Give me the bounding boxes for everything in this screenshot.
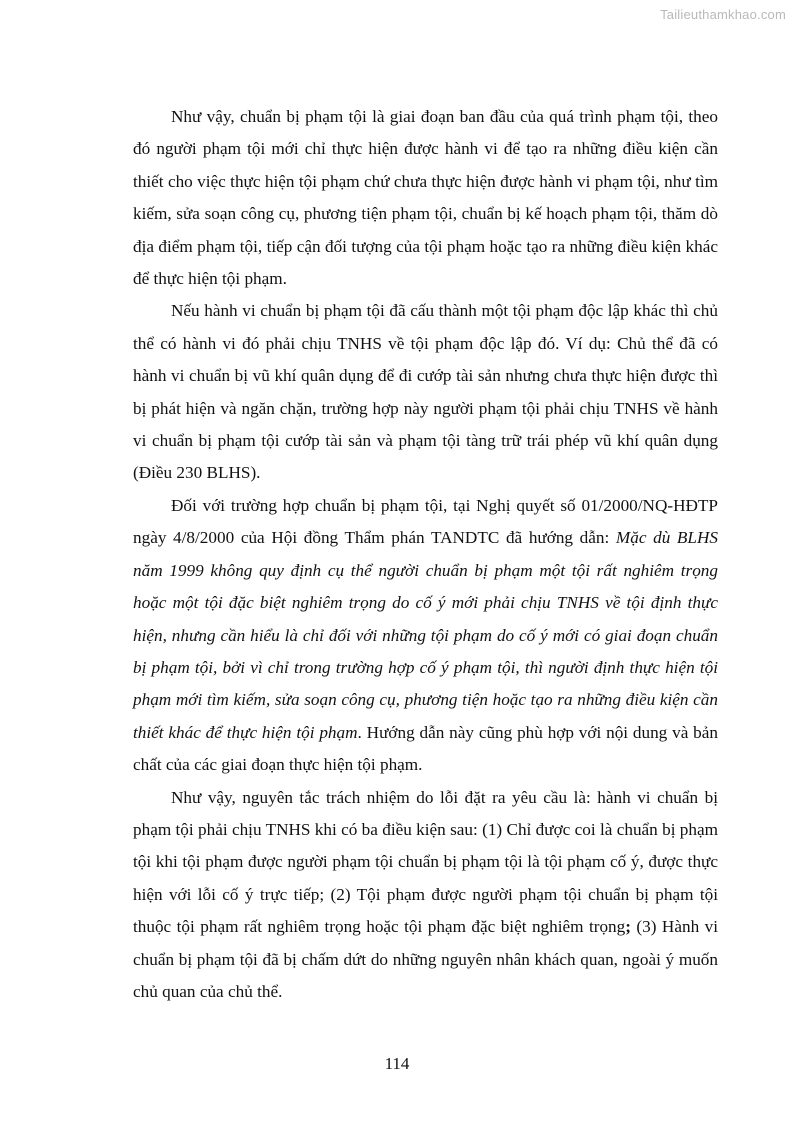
paragraph-4-tail: (3) Hành vi chuẩn bị phạm tội đã bị chấm dứt do những nguyên nhân khách quan, ngoài ý muốn chủ quan của chủ thể. <box>133 917 718 1001</box>
paragraph-4 <box>133 782 718 1009</box>
watermark: Tailieuthamkhao.com <box>660 7 786 22</box>
paragraph-2 <box>133 295 718 489</box>
paragraph-4-separator: ; <box>625 917 631 937</box>
paragraph-2-text: Nếu hành vi chuẩn bị phạm tội đã cấu thành một tội phạm độc lập khác thì chủ thể có hành vi đó phải chịu TNHS về tội phạm độc lập đó. Ví dụ: Chủ thể đã có hành vi chuẩn bị vũ khí quân dụng để đi cướp tài sản nhưng chưa thực hiện được thì bị phát hiện và ngăn chặn, trường hợp này người phạm tội phải chịu TNHS về hành vi chuẩn bị phạm tội cướp tài sản và phạm tội tàng trữ trái phép vũ khí quân dụng (Điều 230 BLHS). <box>133 301 718 483</box>
document-body <box>133 101 718 1008</box>
paragraph-3-quote: Mặc dù BLHS năm 1999 không quy định cụ thể người chuẩn bị phạm một tội rất nghiêm trọng hoặc một tội đặc biệt nghiêm trọng do cố ý mới phải chịu TNHS về tội định thực hiện, nhưng cần hiểu là chỉ đối với những tội phạm do cố ý mới có giai đoạn chuẩn bị phạm tội, bởi vì chỉ trong trường hợp cố ý phạm tội, thì người định thực hiện tội phạm mới tìm kiếm, sửa soạn công cụ, phương tiện hoặc tạo ra những điều kiện cần thiết khác để thực hiện tội phạm <box>133 528 719 742</box>
paragraph-3-intro: Đối với trường hợp chuẩn bị phạm tội, tại Nghị quyết số 01/2000/NQ-HĐTP ngày 4/8/2000 của Hội đồng Thẩm phán TANDTC đã hướng dẫn: <box>133 495 718 548</box>
paragraph-1 <box>133 101 718 295</box>
paragraph-1-text: Như vậy, chuẩn bị phạm tội là giai đoạn ban đầu của quá trình phạm tội, theo đó người phạm tội mới chỉ thực hiện được hành vi để tạo ra những điều kiện cần thiết cho việc thực hiện tội phạm chứ chưa thực hiện được hành vi phạm tội, như tìm kiếm, sửa soạn công cụ, phương tiện phạm tội, chuẩn bị kế hoạch phạm tội, thăm dò địa điểm phạm tội, tiếp cận đối tượng của tội phạm hoặc tạo ra những điều kiện khác để thực hiện tội phạm. <box>133 107 718 289</box>
paragraph-3-conclusion: . Hướng dẫn này cũng phù hợp với nội dung và bản chất của các giai đoạn thực hiện tội phạm. <box>133 722 718 775</box>
paragraph-3 <box>133 490 718 782</box>
page-number: 114 <box>384 1054 410 1073</box>
paragraph-4-text: Như vậy, nguyên tắc trách nhiệm do lỗi đặt ra yêu cầu là: hành vi chuẩn bị phạm tội phải chịu TNHS khi có ba điều kiện sau: (1) Chỉ được coi là chuẩn bị phạm tội khi tội phạm được người phạm tội chuẩn bị phạm tội là tội phạm cố ý, được thực hiện với lỗi cố ý trực tiếp; (2) Tội phạm được người phạm tội chuẩn bị phạm tội thuộc tội phạm rất nghiêm trọng hoặc tội phạm đặc biệt nghiêm trọng <box>133 787 718 937</box>
